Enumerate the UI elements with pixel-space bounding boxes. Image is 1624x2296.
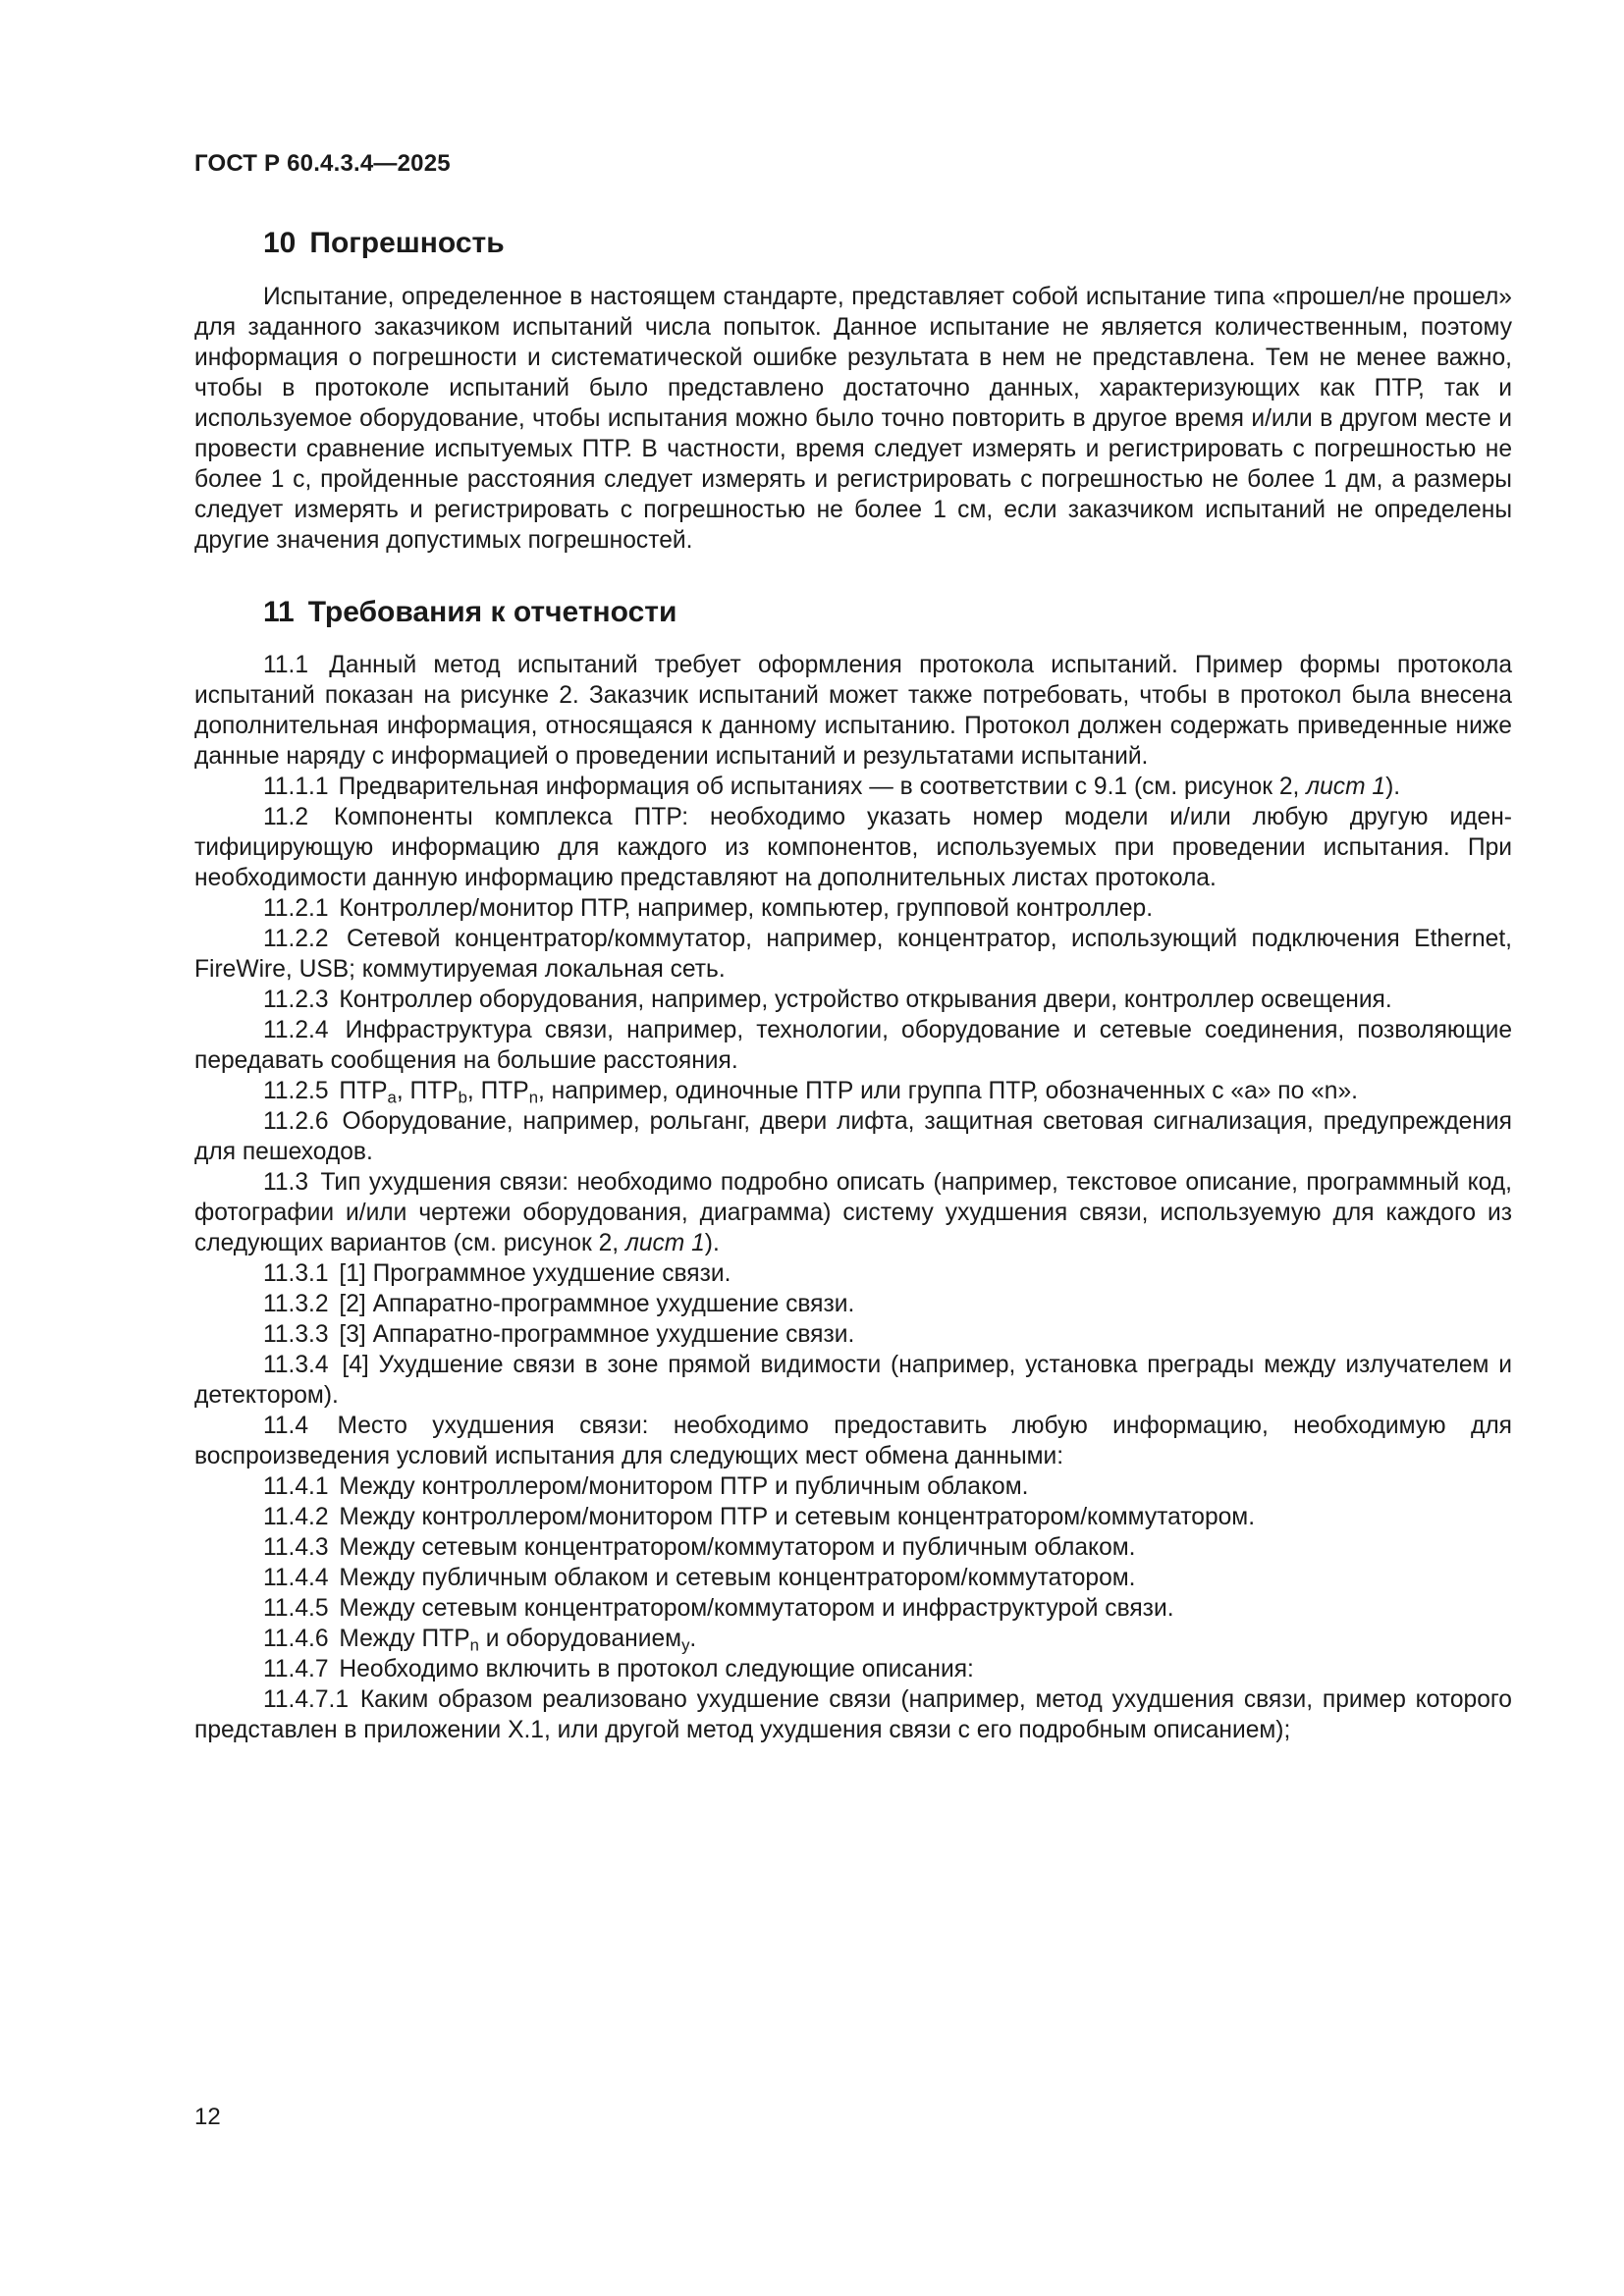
clause-number: 11.2.4 — [263, 1017, 329, 1043]
paragraph-11-2-1 — [194, 893, 1512, 924]
clause-number: 11.3.4 — [263, 1352, 329, 1378]
paragraph-11-2-6 — [194, 1106, 1512, 1167]
clause-tail: . — [689, 1626, 697, 1652]
clause-text: Сетевой концентратор/коммутатор, например, концентратор, использующий подключения Ethernet, FireWire, USB; коммутируемая локальная сеть. — [194, 926, 1512, 983]
clause-number: 11.2.1 — [263, 895, 329, 922]
paragraph-11-3 — [194, 1167, 1512, 1258]
separator: , — [466, 1078, 481, 1104]
paragraph-11-4-2 — [194, 1502, 1512, 1532]
clause-number: 11.2.5 — [263, 1078, 329, 1104]
clause-number: 11.3.1 — [263, 1260, 329, 1287]
paragraph-11-2-5 — [194, 1076, 1512, 1106]
clause-text: Данный метод испытаний требует оформления протокола испытаний. Пример формы протокола испытаний показан на рисунке 2. Заказчик испытаний может также потребовать, чтобы в протокол была внесена дополнительная информация, относящаяся к данному испытанию. Протокол должен содержать приведенные ниже данные наряду с информацией о проведении испытаний и результатами испытаний. — [194, 652, 1512, 770]
clause-text: Оборудование, например, рольганг, двери лифта, защитная световая сигнализация, предупреждения для пешеходов. — [194, 1108, 1512, 1165]
clause-number: 11.4 — [263, 1413, 309, 1439]
paragraph-11-4-7-1 — [194, 1684, 1512, 1745]
paragraph-11-3-4 — [194, 1350, 1512, 1411]
clause-text: Между публичным облаком и сетевым концентратором/коммутатором. — [339, 1565, 1136, 1591]
subscript: b — [458, 1088, 467, 1107]
paragraph-11-4-3 — [194, 1532, 1512, 1563]
clause-number: 11.2.3 — [263, 987, 329, 1013]
paragraph-11-2 — [194, 802, 1512, 893]
clause-text: [2] Аппаратно-программное ухудшение связи. — [339, 1291, 855, 1317]
clause-text: Между сетевым концентратором/коммутатором и публичным облаком. — [339, 1534, 1136, 1561]
clause-number: 11.3 — [263, 1169, 309, 1196]
paragraph-11-2-3 — [194, 985, 1512, 1015]
clause-text: Контроллер оборудования, например, устройство открывания двери, контроллер освещения. — [339, 987, 1392, 1013]
paragraph-11-4-1 — [194, 1471, 1512, 1502]
clause-italic-ref: лист 1 — [1306, 774, 1386, 800]
clause-text: Между контроллером/монитором ПТР и публичным облаком. — [339, 1473, 1029, 1500]
clause-number: 11.1.1 — [263, 774, 329, 800]
paragraph-11-1 — [194, 650, 1512, 772]
paragraph-11-4-4 — [194, 1563, 1512, 1593]
clause-text: Место ухудшения связи: необходимо предоставить любую информацию, необходимую для воспроизведения условий испытания для следующих мест обмена данными: — [194, 1413, 1512, 1469]
clause-tail: ). — [1385, 774, 1401, 800]
clause-number: 11.3.2 — [263, 1291, 329, 1317]
section-11-heading — [194, 593, 1512, 632]
clause-tail: ). — [704, 1230, 720, 1256]
paragraph-11-4-6 — [194, 1624, 1512, 1654]
clause-number: 11.2.2 — [263, 926, 329, 952]
section-number: 11 — [263, 596, 295, 628]
clause-number: 11.4.6 — [263, 1626, 329, 1652]
document-code: ГОСТ Р 60.4.3.4—2025 — [194, 150, 451, 177]
clause-text: Каким образом реализовано ухудшение связи (например, метод ухудшения связи, пример которого представлен в приложении Х.1, или другой метод ухудшения связи с его подробным описанием); — [194, 1686, 1512, 1743]
clause-text: Предварительная информация об испытаниях — в соответствии с 9.1 (см. рисунок 2, — [338, 774, 1307, 800]
clause-text: [1] Программное ухудшение связи. — [339, 1260, 731, 1287]
section-10-paragraph: Испытание, определенное в настоящем стандарте, представляет собой испытание типа «прошел/не прошел» для заданного заказчиком испытаний числа попыток. Данное испытание не является количественным, поэтому информация о погрешности и систематической ошибке результата в нем не представлена. Тем не менее важно, чтобы в протоколе испытаний было представлено достаточно данных, характеризующих как ПТР, так и используемое оборудование, чтобы испытания можно было точно повторить в другое время и/или в другом месте и провести сравнение испытуемых ПТР. В частности, время следует измерять и регистрировать с погрешностью не более 1 с, пройденные расстояния следует измерять и регистрировать с погрешностью не более 1 дм, а размеры следует измерять и регистрировать с погрешностью не более 1 см, если заказчиком испытаний не определены другие значения допустимых погрешностей. — [194, 284, 1512, 554]
clause-number: 11.3.3 — [263, 1321, 329, 1348]
separator: , — [396, 1078, 410, 1104]
clause-text: Между ПТР — [339, 1626, 470, 1652]
subscript: n — [469, 1635, 479, 1655]
paragraph-11-3-3 — [194, 1319, 1512, 1350]
clause-number: 11.1 — [263, 652, 309, 678]
clause-number: 11.4.4 — [263, 1565, 329, 1591]
paragraph-11-2-4 — [194, 1015, 1512, 1076]
clause-number: 11.2 — [263, 804, 309, 830]
clause-number: 11.4.2 — [263, 1504, 329, 1530]
section-title: Погрешность — [309, 227, 505, 259]
clause-text: , например, одиночные ПТР или группа ПТР, обозначенных с «а» по «n». — [538, 1078, 1358, 1104]
paragraph-11-3-2 — [194, 1289, 1512, 1319]
subscript: y — [681, 1635, 690, 1655]
clause-number: 11.4.3 — [263, 1534, 329, 1561]
subscript: n — [528, 1088, 539, 1107]
clause-number: 11.4.7.1 — [263, 1686, 350, 1713]
clause-text-mid: и оборудованием — [478, 1626, 682, 1652]
clause-text: [4] Ухудшение связи в зоне прямой видимости (например, установка преграды между излучателем и детектором). — [194, 1352, 1512, 1409]
paragraph-11-4-5 — [194, 1593, 1512, 1624]
paragraph-11-3-1 — [194, 1258, 1512, 1289]
clause-number: 11.4.5 — [263, 1595, 329, 1622]
clause-number: 11.4.7 — [263, 1656, 329, 1682]
clause-text: Компоненты комплекса ПТР: необходимо указать номер модели и/или любую другую идентифицирующую информацию для каждого из компонентов, используемых при проведении испытания. При необходимости данную информацию представляют на дополнительных листах протокола. — [194, 804, 1512, 891]
clause-text: Необходимо включить в протокол следующие описания: — [339, 1656, 974, 1682]
clause-number: 11.2.6 — [263, 1108, 329, 1135]
clause-text: Тип ухудшения связи: необходимо подробно описать (например, текстовое описание, программный код, фотографии и/или чертежи оборудования, диаграмма) систему ухудшения связи, используемую для каждого из следующих вариантов (см. рисунок 2, — [194, 1169, 1512, 1256]
paragraph-11-1-1 — [194, 772, 1512, 802]
paragraph-11-4-7 — [194, 1654, 1512, 1684]
clause-text: Контроллер/монитор ПТР, например, компьютер, групповой контроллер. — [339, 895, 1154, 922]
ptr-label: ПТР — [480, 1078, 529, 1104]
ptr-label: ПТР — [409, 1078, 459, 1104]
page-number: 12 — [194, 2104, 221, 2130]
clause-text: Инфраструктура связи, например, технологии, оборудование и сетевые соединения, позволяющие передавать сообщения на большие расстояния. — [194, 1017, 1512, 1074]
clause-text: Между контроллером/монитором ПТР и сетевым концентратором/коммутатором. — [339, 1504, 1256, 1530]
clause-text: Между сетевым концентратором/коммутатором и инфраструктурой связи. — [339, 1595, 1174, 1622]
section-title: Требования к отчетности — [307, 596, 677, 628]
paragraph-11-4 — [194, 1411, 1512, 1471]
clause-text: [3] Аппаратно-программное ухудшение связи. — [339, 1321, 855, 1348]
clause-italic-ref: лист 1 — [624, 1230, 705, 1256]
paragraph-11-2-2 — [194, 924, 1512, 985]
ptr-label: ПТР — [339, 1078, 388, 1104]
subscript: a — [387, 1088, 397, 1107]
clause-number: 11.4.1 — [263, 1473, 329, 1500]
section-number: 10 — [263, 227, 297, 259]
page-content — [194, 224, 1512, 1745]
section-10-heading — [194, 224, 1512, 263]
